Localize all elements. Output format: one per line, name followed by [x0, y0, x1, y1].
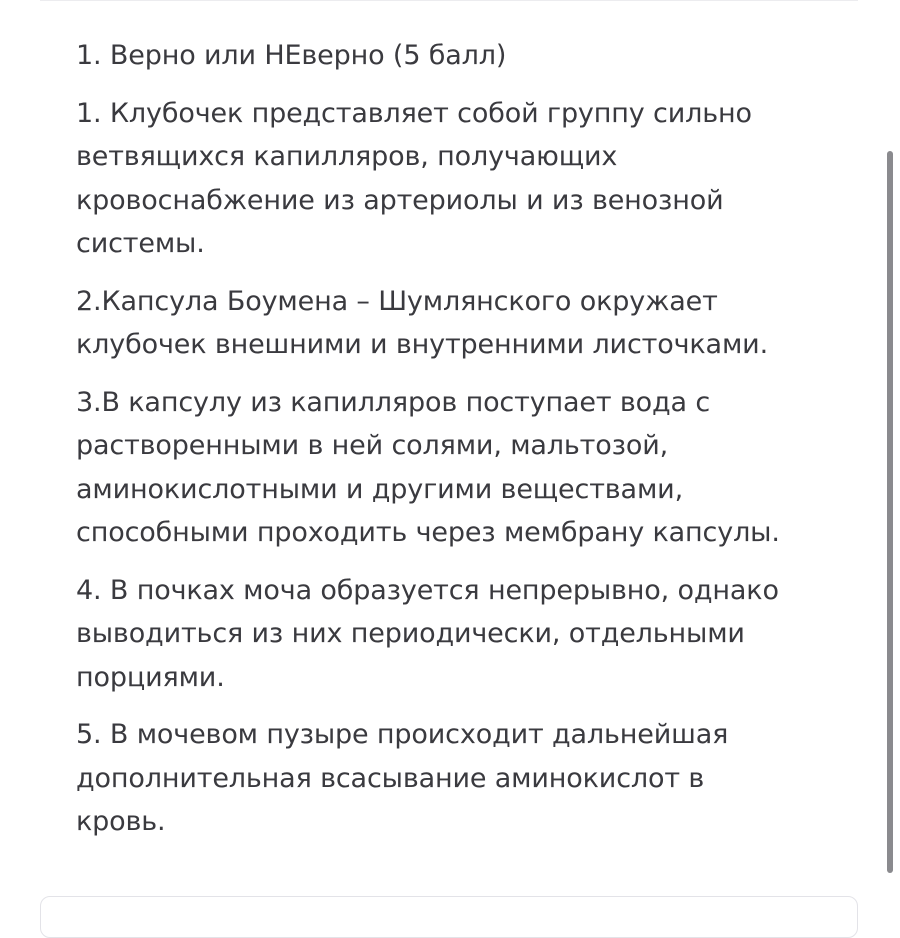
statement-3: 3.В капсулу из капилляров поступает вода с растворенными в ней солями, мальтозой, аминокислотными и другими веществами, способными проходить через мембрану капсулы.	[76, 386, 780, 548]
scrollbar-thumb[interactable]	[887, 151, 893, 873]
statement-5: 5. В мочевом пузыре происходит дальнейшая дополнительная всасывание аминокислот в кровь.	[76, 719, 729, 837]
statement-4: 4. В почках моча образуется непрерывно, однако выводиться из них периодически, отдельными порциями.	[76, 574, 779, 693]
next-card	[40, 896, 858, 938]
question-title: 1. Верно или НЕверно (5 балл)	[76, 40, 507, 71]
top-divider	[40, 0, 858, 1]
question-content	[76, 34, 866, 858]
statement-1: 1. Клубочек представляет собой группу сильно ветвящихся капилляров, получающих кровоснабжение из артериолы и из венозной системы.	[76, 97, 752, 259]
statement-2: 2.Капсула Боумена – Шумлянского окружает клубочек внешними и внутренними листочками.	[76, 285, 769, 360]
